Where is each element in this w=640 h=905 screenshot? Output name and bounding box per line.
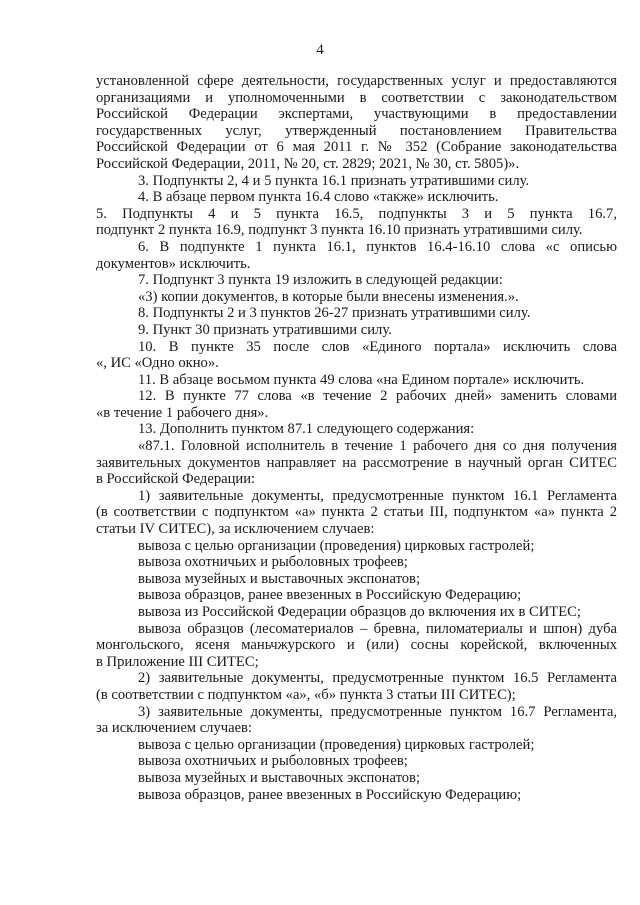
text-line: «87.1. Головной исполнитель в течение 1 рабочего дня со дня получения (138, 438, 617, 455)
text-line: (в соответствии с подпунктом «а», «б» пункта 3 статьи III СИТЕС); (96, 686, 516, 703)
text-line: (в соответствии с подпунктом «а» пункта 2 статьи III, подпунктом «а» пункта 2 (96, 504, 617, 521)
text-line: за исключением случаев: (96, 720, 252, 737)
text-line: вывоза охотничьих и рыболовных трофеев; (138, 753, 408, 770)
text-line: Российской Федерации от 6 мая 2011 г. № 352 (Собрание законодательства (96, 139, 617, 156)
text-line: статьи IV СИТЕС), за исключением случаев: (96, 521, 375, 538)
text-line: 13. Дополнить пунктом 87.1 следующего содержания: (138, 421, 475, 438)
text-line: вывоза из Российской Федерации образцов до включения их в СИТЕС; (138, 604, 581, 620)
text-line: 8. Подпункты 2 и 3 пунктов 26-27 признать утратившими силу. (138, 305, 531, 322)
text-line: вывоза с целью организации (проведения) цирковых гастролей; (138, 736, 535, 753)
text-line: 2) заявительные документы, предусмотренные пунктом 16.5 Регламента (138, 670, 617, 687)
text-line: 10. В пункте 35 после слов «Единого портала» исключить слова (138, 338, 617, 355)
text-line: вывоза образцов, ранее ввезенных в Российскую Федерацию; (138, 587, 522, 604)
text-line: вывоза образцов (лесоматериалов – бревна, пиломатериалы и шпон) дуба (138, 620, 617, 637)
text-line: 12. В пункте 77 слова «в течение 2 рабочих дней» заменить словами (138, 388, 617, 405)
page-number: 4 (316, 42, 324, 58)
text-line: 6. В подпункте 1 пункта 16.1, пунктов 16.4-16.10 слова «с описью (138, 238, 617, 255)
text-line: вывоза охотничьих и рыболовных трофеев; (138, 554, 408, 571)
text-line: в Приложение III СИТЕС; (96, 653, 259, 670)
text-line: 3) заявительные документы, предусмотренные пунктом 16.7 Регламента, (138, 703, 617, 720)
text-line: государственных услуг, утвержденный постановлением Правительства (96, 122, 617, 139)
text-line: вывоза образцов, ранее ввезенных в Российскую Федерацию; (138, 786, 522, 803)
text-line: заявительных документов направляет на рассмотрение в научный орган СИТЕС (96, 454, 617, 471)
text-line: монгольского, ясеня маньчжурского и (или) сосны корейской, включенных (96, 637, 617, 654)
text-line: вывоза музейных и выставочных экспонатов; (138, 769, 421, 786)
text-line: организациями и уполномоченными в соответствии с законодательством (96, 89, 617, 106)
text-line: Российской Федерации экспертами, участвующими в предоставлении (96, 106, 617, 123)
text-line: 1) заявительные документы, предусмотренные пунктом 16.1 Регламента (138, 487, 617, 504)
text-line: установленной сфере деятельности, государственных услуг и предоставляются (96, 73, 617, 89)
text-line: вывоза с целью организации (проведения) цирковых гастролей; (138, 537, 535, 554)
text-line: вывоза музейных и выставочных экспонатов; (138, 570, 421, 587)
text-line: 3. Подпункты 2, 4 и 5 пункта 16.1 признать утратившими силу. (138, 172, 530, 189)
text-line: «3) копии документов, в которые были внесены изменения.». (138, 288, 519, 305)
text-line: 9. Пункт 30 признать утратившими силу. (138, 321, 392, 338)
document-body (96, 73, 617, 803)
text-line: подпункт 2 пункта 16.9, подпункт 3 пункта 16.10 признать утратившими силу. (96, 222, 583, 239)
text-line: в Российской Федерации: (96, 471, 256, 488)
text-line: 5. Подпункты 4 и 5 пункта 16.5, подпункты 3 и 5 пункта 16.7, (96, 205, 617, 222)
text-line: 11. В абзаце восьмом пункта 49 слова «на Едином портале» исключить. (138, 371, 585, 388)
text-line: документов» исключить. (96, 255, 251, 272)
text-line: Российской Федерации, 2011, № 20, ст. 2829; 2021, № 30, ст. 5805)». (96, 155, 520, 172)
text-line: 4. В абзаце первом пункта 16.4 слово «также» исключить. (138, 189, 499, 206)
text-line: «, ИС «Одно окно». (96, 355, 219, 372)
text-line: «в течение 1 рабочего дня». (96, 404, 269, 421)
text-line: 7. Подпункт 3 пункта 19 изложить в следующей редакции: (138, 272, 503, 289)
